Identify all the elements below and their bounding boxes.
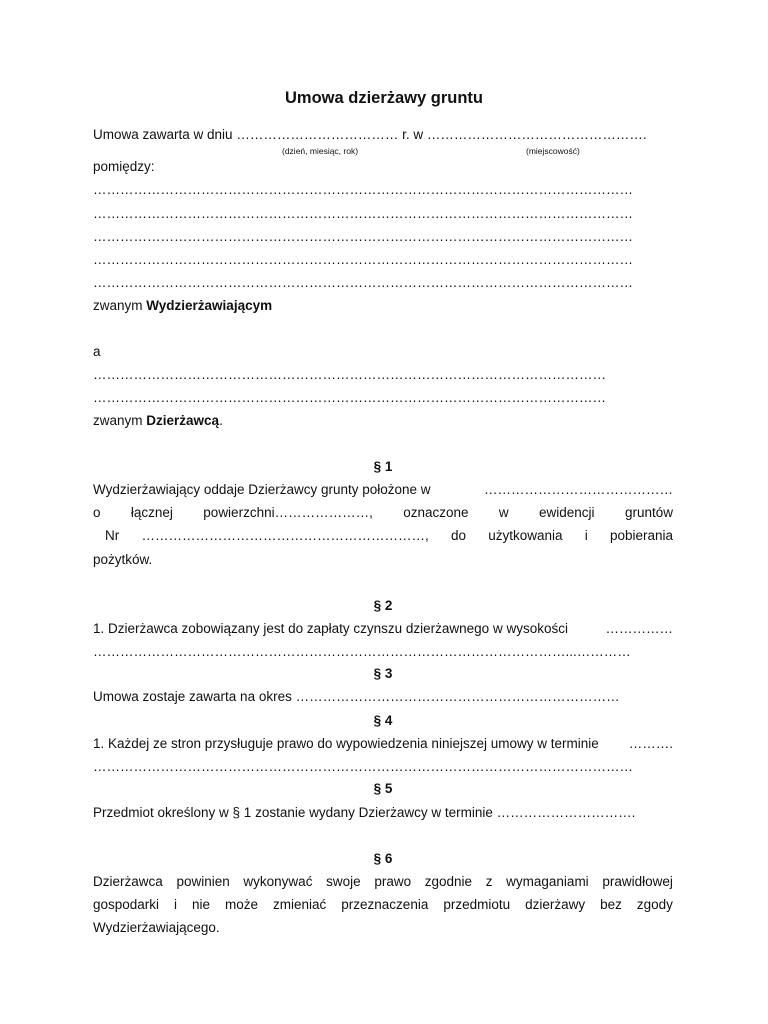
word: Nr [105, 528, 120, 543]
word: gospodarki [93, 897, 160, 912]
section-4-heading: § 4 [373, 713, 393, 728]
between-label: pomiędzy: [93, 159, 155, 174]
section-1-line: pożytków. [93, 552, 153, 567]
location-blank: …………………………………… [484, 482, 673, 497]
party1-blank-line: ………………………………………………………………………………………………………… [93, 206, 633, 221]
section-2-heading: § 2 [373, 598, 393, 613]
and-label: a [93, 344, 101, 359]
party1-blank-line: ………………………………………………………………………………………………………… [93, 182, 633, 197]
section-1-line [93, 481, 673, 499]
section-4-blank-line: ………………………………………………………………………………………………………… [93, 759, 633, 774]
word: oznaczone [403, 505, 469, 520]
word: dzierżawy [525, 897, 586, 912]
party1-blank-line: ………………………………………………………………………………………………………… [93, 229, 633, 244]
party2-role: Dzierżawcą [146, 413, 220, 428]
word: i [584, 528, 588, 543]
word: gruntów [624, 505, 673, 520]
word: przedmiotu [443, 897, 511, 912]
word: ewidencji [539, 505, 595, 520]
section-4-text: 1. Każdej ze stron przysługuje prawo do wypowiedzenia niniejszej umowy w terminie [93, 736, 599, 751]
party2-blank-line: …………………………………………………………………………………………………… [93, 367, 606, 382]
section-5-heading: § 5 [373, 781, 393, 796]
word: prawo [374, 874, 412, 889]
word: łącznej [130, 505, 173, 520]
party1-called: zwanym [93, 298, 143, 313]
section-1-line [105, 527, 673, 545]
party2-period: . [219, 413, 223, 428]
intro-text-place: r. w [402, 127, 424, 142]
section-2-blank-line: ……………………………………………………………………………………………...………… [93, 644, 631, 659]
section-6-line [93, 896, 673, 914]
word: Dzierżawca [93, 874, 163, 889]
parcel-number-blank: ………………………………………………………, [141, 528, 429, 543]
party2-blank-line: …………………………………………………………………………………………………… [93, 390, 606, 405]
word: i [174, 897, 178, 912]
section-1-text: Wydzierżawiający oddaje Dzierżawcy grunty położone w [93, 482, 431, 497]
word: z [485, 874, 493, 889]
document-title: Umowa dzierżawy gruntu [284, 89, 484, 107]
area-blank: powierzchni…………………, [203, 505, 373, 520]
word: swoje [326, 874, 361, 889]
word: o [93, 505, 101, 520]
section-4-line [93, 735, 673, 753]
word: zgody [636, 897, 673, 912]
section-1-heading: § 1 [373, 459, 393, 474]
date-blank: ……………………………… [236, 127, 399, 142]
party1-role-line [93, 297, 673, 315]
rent-blank: …………… [605, 621, 673, 636]
word: zgodnie [424, 874, 473, 889]
section-1-line [93, 504, 673, 522]
section-6-line: Wydzierżawiającego. [93, 920, 220, 935]
place-hint: (miejscowość) [526, 146, 580, 156]
word: powinien [176, 874, 230, 889]
section-2-line [93, 620, 673, 638]
word: wymaganiami [506, 874, 589, 889]
party2-role-line [93, 412, 673, 430]
word: wykonywać [243, 874, 313, 889]
word: bez [600, 897, 622, 912]
notice-period-blank: ………. [628, 736, 673, 751]
word: prawidłowej [602, 874, 673, 889]
word: do [450, 528, 466, 543]
section-3-heading: § 3 [373, 666, 393, 681]
intro-line [93, 126, 673, 144]
word: w [498, 505, 509, 520]
place-blank: …………………………………………. [426, 127, 647, 142]
section-3-line: Umowa zostaje zawarta na okres ……………………………………………………………… [93, 689, 620, 704]
party2-called: zwanym [93, 413, 143, 428]
section-6-heading: § 6 [373, 851, 393, 866]
party1-blank-line: ………………………………………………………………………………………………………… [93, 252, 633, 267]
section-2-text: 1. Dzierżawca zobowiązany jest do zapłaty czynszu dzierżawnego w wysokości [93, 621, 568, 636]
party1-blank-line: ………………………………………………………………………………………………………… [93, 275, 633, 290]
word: pobierania [609, 528, 673, 543]
word: zmieniać [273, 897, 327, 912]
word: przeznaczenia [341, 897, 429, 912]
word: może [225, 897, 259, 912]
word: nie [192, 897, 211, 912]
party1-role: Wydzierżawiającym [146, 298, 273, 313]
intro-text-date: Umowa zawarta w dniu [93, 127, 233, 142]
date-hint: (dzień, miesiąc, rok) [282, 146, 359, 156]
section-5-line: Przedmiot określony w § 1 zostanie wydany Dzierżawcy w terminie …………………………. [93, 805, 636, 820]
section-6-line [93, 873, 673, 891]
word: użytkowania [488, 528, 563, 543]
